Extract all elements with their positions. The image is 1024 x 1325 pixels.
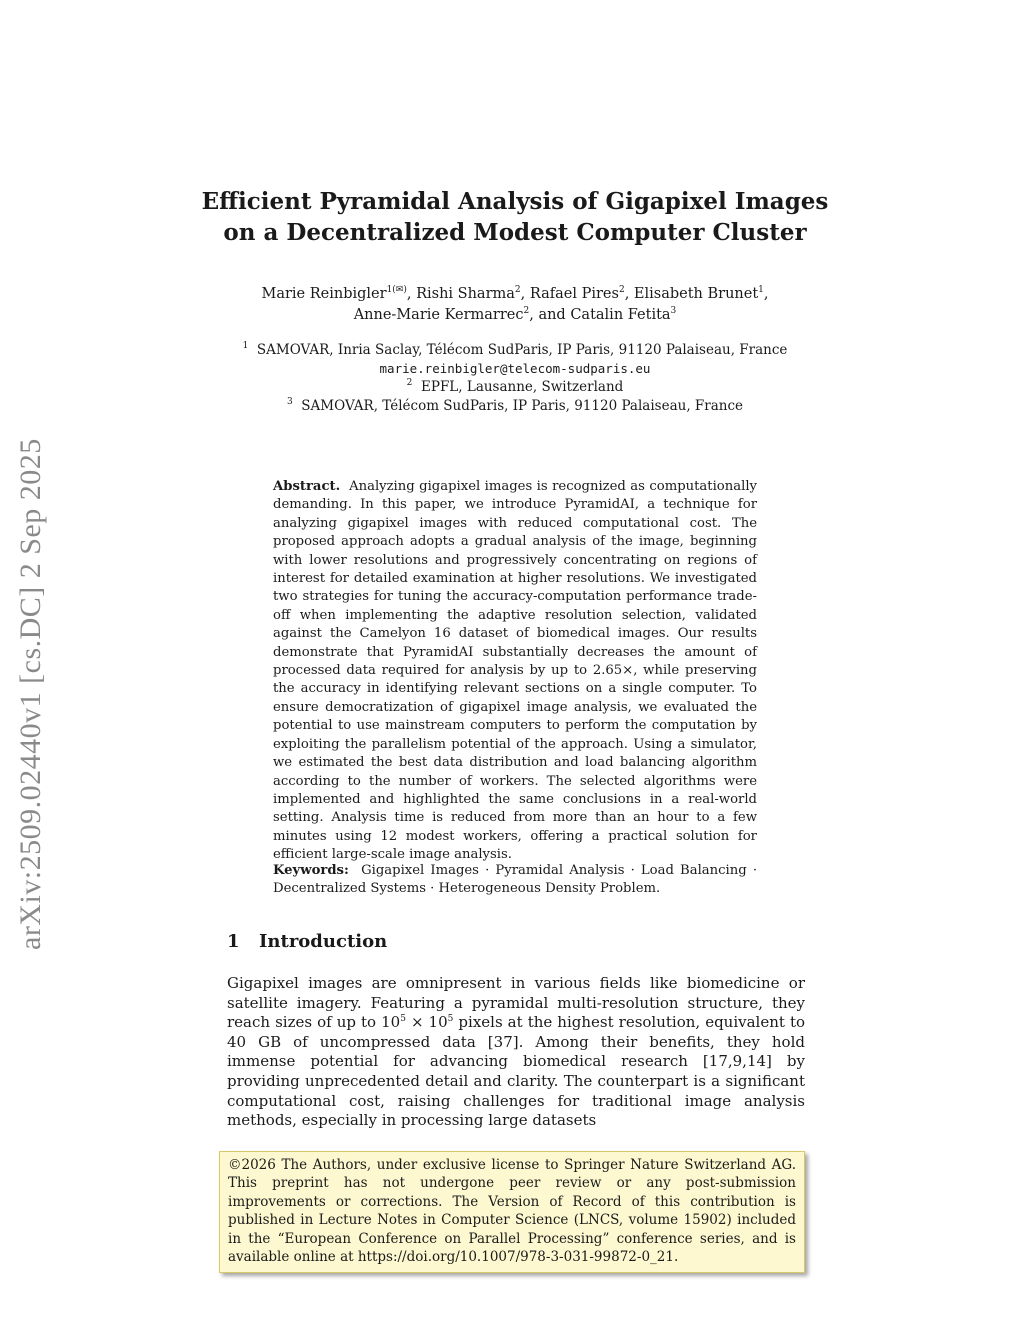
- author-name: Elisabeth Brunet: [633, 286, 759, 302]
- keywords-text: Gigapixel Images · Pyramidal Analysis · Load Balancing · Decentralized Systems · Heterogeneous Density Problem.: [273, 863, 758, 897]
- author-name: Rafael Pires: [529, 286, 619, 302]
- author-affiliation-mark: 3: [670, 306, 677, 316]
- exponent: 5: [400, 1014, 406, 1025]
- authors-line-1: Marie Reinbigler$^{1(✉)}$, Rishi Sharma$^2$, Rafael Pires$^2$, Elisabeth Brunet$^1$,: [261, 285, 769, 302]
- affiliation-number: 2: [406, 378, 413, 388]
- keywords-label: Keywords:: [273, 863, 349, 878]
- author-affiliation-mark: 1: [758, 285, 764, 295]
- affiliation-text: SAMOVAR, Inria Saclay, Télécom SudParis, IP Paris, 91120 Palaiseau, France: [256, 342, 788, 358]
- author-name: Rishi Sharma: [416, 286, 515, 302]
- author-affiliation-mark: 2: [618, 285, 625, 295]
- affiliation-2: [200, 378, 830, 397]
- affiliation-1: [200, 341, 830, 360]
- title-line-2: on a Decentralized Modest Computer Cluster: [223, 219, 807, 246]
- affiliation-text: SAMOVAR, Télécom SudParis, IP Paris, 91120 Palaiseau, France: [301, 397, 744, 414]
- author-affiliation-mark: 2: [523, 306, 530, 316]
- intro-text-part-2: pixels at the highest resolution, equivalent to 40 GB of uncompressed data [37]. Among their benefits, they hold immense potential for advancing biomedical research [17,9,14] by providing unprecedented detail and clarity. The counterpart is a significant computational cost, raising challenges for traditional image analysis methods, especially in processing large datasets: [227, 1013, 806, 1130]
- author-affiliation-mark: 2: [514, 285, 521, 295]
- paper-title: [200, 186, 830, 248]
- affiliation-text: EPFL, Lausanne, Switzerland: [421, 379, 624, 395]
- introduction-paragraph: [227, 974, 805, 1131]
- author-email[interactable]: marie.reinbigler@telecom-sudparis.eu: [379, 360, 651, 376]
- section-number: 1: [227, 931, 240, 952]
- abstract-text: Analyzing gigapixel images is recognized as computationally demanding. In this paper, we introduce PyramidAI, a technique for analyzing gigapixel images with reduced computational cost. The proposed approach adopts a gradual analysis of the image, beginning with lower resolutions and progressively concentrating on regions of interest for detailed examination at higher resolutions. We investigated two strategies for tuning the accuracy-computation performance trade-off when implementing the adaptive resolution selection, validated against the Camelyon 16 dataset of biomedical images. Our results demonstrate that PyramidAI substantially decreases the amount of processed data required for analysis by up to 2.65×, while preserving the accuracy in identifying relevant sections on a single computer. To ensure democratization of gigapixel image analysis, we evaluated the potential to use mainstream computers to perform the computation by exploiting the parallelism potential of the approach. Using a simulator, we estimated the best data distribution and load balancing algorithm according to the number of workers. The selected algorithms were implemented and highlighted the same conclusions in a real-world setting. Analysis time is reduced from more than an hour to a few minutes using 12 modest workers, offering a practical solution for efficient large-scale image analysis.: [273, 479, 757, 863]
- notice-text: ©2026 The Authors, under exclusive license to Springer Nature Switzerland AG. This preprint has not undergone peer review or any post-submission improvements or corrections. The Version of Record of this contribution is published in Lecture Notes in Computer Science (LNCS, volume 15902) included in the “European Conference on Parallel Processing” conference series, and is available online at https://doi.org/10.1007/978-3-031-99872-0_21.: [228, 1157, 796, 1266]
- affiliation-number: 3: [286, 396, 293, 407]
- intro-text-part-1: Gigapixel images are omnipresent in various fields like biomedicine or satellite imagery. Featuring a pyramidal multi-resolution structure, they reach sizes of up to 10: [227, 974, 805, 1032]
- authors-line-2: Anne-Marie Kermarrec$^2$, and Catalin Fetita$^3$: [353, 306, 677, 323]
- intro-text-mid: × 10: [405, 1013, 448, 1032]
- abstract-label: Abstract.: [273, 479, 341, 494]
- author-name: Catalin Fetita: [570, 307, 671, 323]
- author-list: [200, 284, 830, 326]
- affiliations: [200, 341, 830, 415]
- author-name: Marie Reinbigler: [261, 286, 387, 302]
- author-name: Anne-Marie Kermarrec: [353, 307, 524, 323]
- title-line-1: Efficient Pyramidal Analysis of Gigapixel Images: [201, 188, 829, 215]
- affiliation-3: [200, 397, 830, 416]
- abstract: [273, 478, 757, 865]
- arxiv-side-identifier: arXiv:2509.02440v1 [cs.DC] 2 Sep 2025: [14, 438, 47, 950]
- keywords: [273, 862, 757, 899]
- affiliation-number: 1: [242, 341, 249, 351]
- copyright-notice: [219, 1151, 805, 1273]
- exponent: 5: [447, 1014, 454, 1025]
- author-affiliation-mark: 1(✉): [386, 285, 407, 295]
- section-title: Introduction: [259, 931, 388, 952]
- section-heading: [227, 931, 387, 952]
